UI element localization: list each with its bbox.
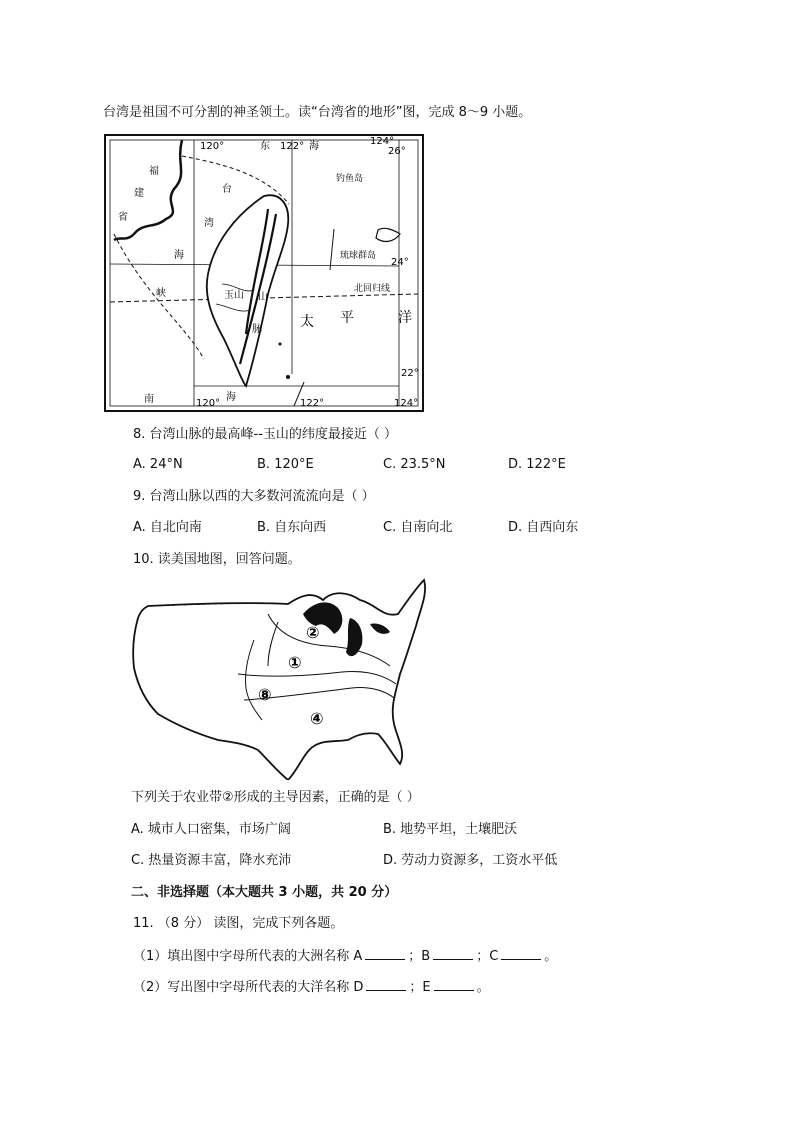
map-nan: 南 xyxy=(144,394,154,405)
intro-text: 台湾是祖国不可分割的神圣领土。读“台湾省的地形”图，完成 8～9 小题。 xyxy=(103,105,532,120)
map-fu: 福 xyxy=(149,166,159,177)
q10-text: 10. 读美国地图，回答问题。 xyxy=(133,552,301,567)
map-lon-124-bottom: 124° xyxy=(394,398,419,409)
q10-sub-question: 下列关于农业带②形成的主导因素，正确的是（ ） xyxy=(131,790,420,805)
q11-blank-c[interactable] xyxy=(501,947,541,960)
q11-p1-end: 。 xyxy=(544,949,558,964)
q11-p1-label: （1）填出图中字母所代表的大洲名称 A xyxy=(133,949,363,964)
section-2-heading: 二、非选择题（本大题共 3 小题，共 20 分） xyxy=(131,885,398,900)
q11-p2-end: 。 xyxy=(476,980,490,995)
q8-option-a[interactable]: A. 24°N xyxy=(133,457,183,472)
q11-blank-b[interactable] xyxy=(433,947,473,960)
map-strait-tai: 台 xyxy=(222,184,232,195)
usa-region-2: ② xyxy=(306,623,320,642)
map-ocean-yang: 洋 xyxy=(398,310,412,326)
q11-blank-d[interactable] xyxy=(366,978,406,991)
q11-part-2 xyxy=(133,978,490,996)
q9-option-a[interactable]: A. 自北向南 xyxy=(133,520,202,535)
q8-option-c[interactable]: C. 23.5°N xyxy=(383,457,446,472)
q11-p2-e-label: ；E xyxy=(409,980,431,995)
map-ocean-tai: 太 xyxy=(300,314,314,330)
q11-p2-label: （2）写出图中字母所代表的大洋名称 D xyxy=(133,980,364,995)
usa-map xyxy=(128,574,430,780)
taiwan-map xyxy=(104,134,424,412)
map-strait-hai: 海 xyxy=(174,250,184,261)
map-sheng: 省 xyxy=(118,212,128,223)
q11-text: 11. （8 分） 读图，完成下列各题。 xyxy=(133,916,344,931)
map-lat-26: 26° xyxy=(388,146,406,157)
q10-option-d[interactable]: D. 劳动力资源多，工资水平低 xyxy=(383,853,558,868)
map-hai-top: 海 xyxy=(309,141,319,152)
q11-p1-c-label: ；C xyxy=(476,949,499,964)
map-lon-122-bottom: 122° xyxy=(300,398,325,409)
map-jian: 建 xyxy=(134,188,144,199)
q8-option-d[interactable]: D. 122°E xyxy=(508,457,566,472)
map-lon-120-bottom: 120° xyxy=(196,398,221,409)
map-lat-24: 24° xyxy=(391,257,409,268)
q10-option-a[interactable]: A. 城市人口密集，市场广阔 xyxy=(131,822,291,837)
map-ryukyu: 琉球群岛 xyxy=(340,251,377,261)
q9-text: 9. 台湾山脉以西的大多数河流流向是（ ） xyxy=(133,489,375,504)
usa-region-4: ④ xyxy=(310,709,324,728)
map-strait-xia: 峡 xyxy=(156,288,166,299)
usa-region-8: ⑧ xyxy=(258,685,272,704)
map-lat-22: 22° xyxy=(401,368,419,379)
q11-blank-e[interactable] xyxy=(434,978,474,991)
usa-region-1: ① xyxy=(288,653,302,672)
map-lon-124-top: 124° xyxy=(370,136,395,147)
map-ocean-ping: 平 xyxy=(340,310,354,326)
map-tropic: 北回归线 xyxy=(354,284,391,294)
map-lon-120-top: 120° xyxy=(200,141,225,152)
map-mai: 脉 xyxy=(252,324,262,335)
map-lon-122-top: 122° xyxy=(280,141,305,152)
map-shan: 山 xyxy=(258,292,268,303)
q10-option-b[interactable]: B. 地势平坦，土壤肥沃 xyxy=(383,822,518,837)
q11-p1-b-label: ；B xyxy=(408,949,431,964)
map-strait-wan: 湾 xyxy=(204,218,214,229)
q8-text: 8. 台湾山脉的最高峰--玉山的纬度最接近（ ） xyxy=(133,427,398,442)
q8-option-b[interactable]: B. 120°E xyxy=(257,457,314,472)
q9-option-c[interactable]: C. 自南向北 xyxy=(383,520,453,535)
q10-option-c[interactable]: C. 热量资源丰富，降水充沛 xyxy=(131,853,292,868)
q11-blank-a[interactable] xyxy=(365,947,405,960)
map-hai-bottom: 海 xyxy=(226,392,236,403)
map-dong: 东 xyxy=(260,141,270,152)
q11-part-1 xyxy=(133,947,557,965)
q9-option-d[interactable]: D. 自西向东 xyxy=(508,520,579,535)
map-diaoyu: 钓鱼岛 xyxy=(336,174,364,184)
q9-option-b[interactable]: B. 自东向西 xyxy=(257,520,327,535)
map-yushan: 玉山 xyxy=(224,290,244,301)
